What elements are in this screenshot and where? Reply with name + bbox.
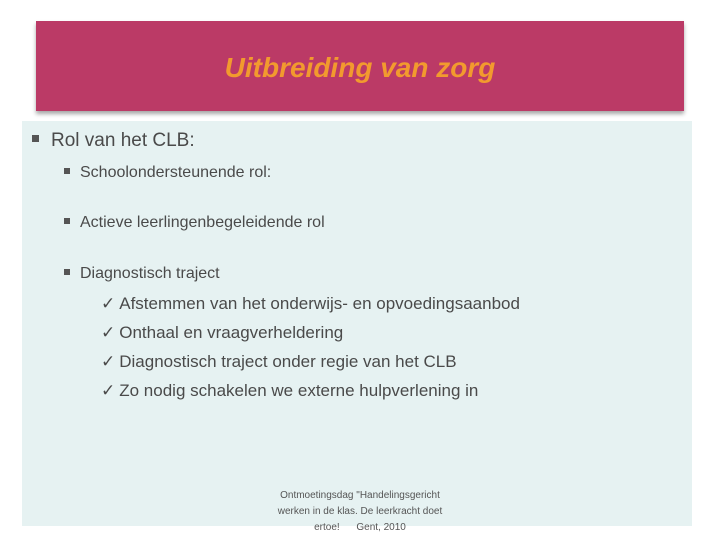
sub-bullet-diagnostisch: [64, 263, 220, 285]
checkmark-icon: ✓: [101, 294, 116, 313]
check-item-onthaal: [101, 322, 343, 344]
square-bullet-icon: [64, 168, 70, 174]
sub-bullet-schoolondersteunend: [64, 162, 271, 184]
bullet-label: Rol van het CLB:: [51, 130, 195, 151]
footer-line: werken in de klas. De leerkracht doet: [277, 506, 443, 517]
sub-bullet-leerlingenbegeleiding: [64, 212, 325, 234]
check-item-afstemmen: [101, 293, 520, 315]
title-bar: [36, 21, 684, 111]
sub-bullet-label: Actieve leerlingenbegeleidende rol: [80, 214, 325, 231]
check-item-hulpverlening: [101, 380, 478, 402]
checkmark-icon: ✓: [101, 323, 116, 342]
square-bullet-icon: [64, 218, 70, 224]
check-item-label: Onthaal en vraagverheldering: [119, 323, 344, 342]
check-item-label: Diagnostisch traject onder regie van het CLB: [119, 352, 457, 371]
sub-bullet-label: Diagnostisch traject: [80, 265, 220, 282]
slide-footer: [262, 488, 458, 536]
square-bullet-icon: [32, 135, 39, 142]
check-item-regie: [101, 351, 457, 373]
checkmark-icon: ✓: [101, 381, 116, 400]
footer-line: ertoe! Gent, 2010: [314, 522, 406, 533]
slide-title: Uitbreiding van zorg: [224, 52, 496, 83]
bullet-rol-clb: [32, 128, 195, 154]
square-bullet-icon: [64, 269, 70, 275]
footer-line: Ontmoetingsdag "Handelingsgericht: [280, 490, 440, 501]
check-item-label: Afstemmen van het onderwijs- en opvoedingsaanbod: [119, 294, 520, 313]
sub-bullet-label: Schoolondersteunende rol:: [80, 164, 272, 181]
check-item-label: Zo nodig schakelen we externe hulpverlening in: [119, 381, 479, 400]
checkmark-icon: ✓: [101, 352, 116, 371]
